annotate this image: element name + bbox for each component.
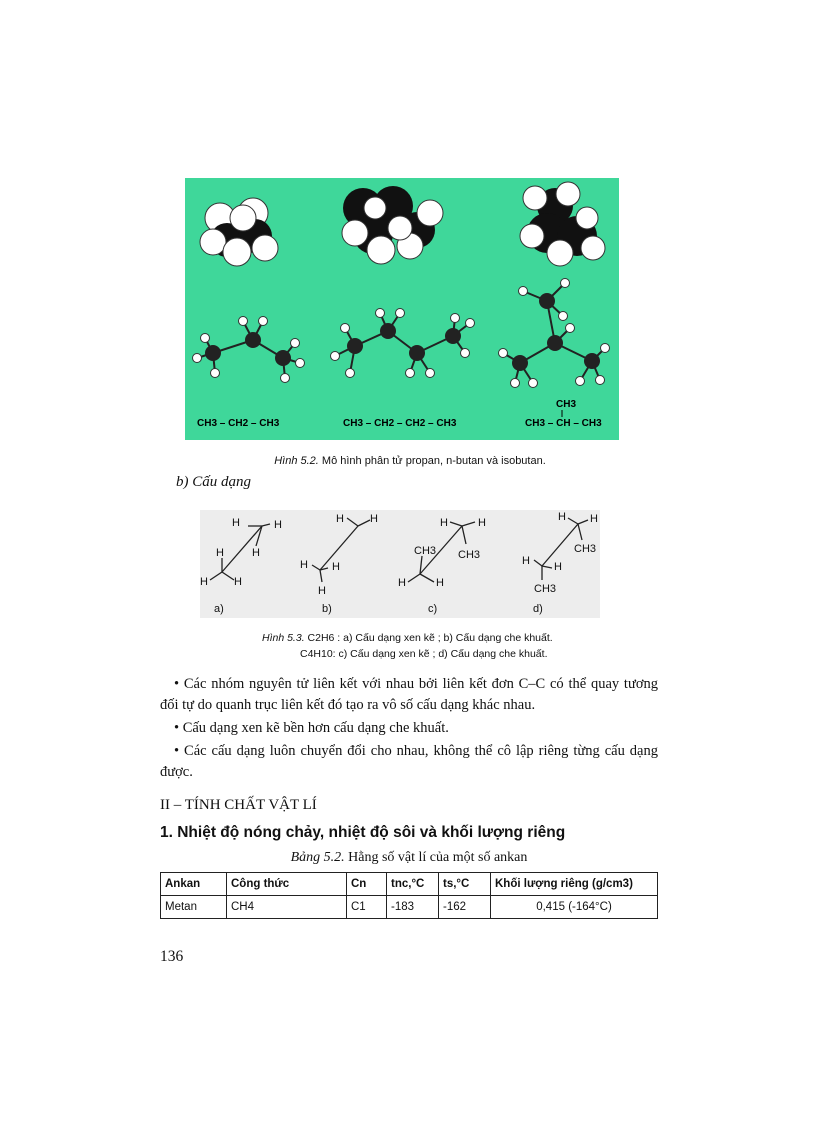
propane-formula: CH3 – CH2 – CH3	[197, 418, 280, 429]
atom-label: H	[478, 517, 486, 529]
atom-label: H	[590, 513, 598, 525]
isobutane-branch: CH3	[556, 399, 577, 410]
isobutane-space-model	[520, 182, 605, 266]
atom-label: H	[558, 511, 566, 523]
section-title: II – TÍNH CHẤT VẬT LÍ	[160, 797, 317, 813]
atom-label: H	[234, 576, 242, 588]
atom-label: H	[216, 547, 224, 559]
figure-5-3-line2: C4H10: c) Cấu dạng xen kẽ ; d) Cấu dạng che khuất.	[300, 648, 548, 660]
panel-label-a: a)	[214, 603, 224, 615]
atom-label: H	[398, 577, 406, 589]
conformation-figure	[200, 510, 600, 618]
cell-boiling: -162	[439, 896, 491, 919]
header-formula: Công thức	[227, 873, 347, 896]
subheading-conformation: b) Cấu dạng	[176, 474, 251, 490]
methyl-label: CH3	[574, 543, 597, 555]
header-cn: Cn	[347, 873, 387, 896]
molecule-models-svg	[185, 178, 619, 440]
atom-label: H	[522, 555, 530, 567]
cell-name: Metan	[161, 896, 227, 919]
atom-label: H	[318, 585, 326, 597]
panel-label-c: c)	[428, 603, 438, 615]
cell-melting: -183	[387, 896, 439, 919]
atom-label: H	[332, 561, 340, 573]
figure-5-2-caption	[230, 455, 590, 467]
header-melting: tnc,°C	[387, 873, 439, 896]
figure-5-3-caption	[262, 630, 553, 662]
atom-label: H	[300, 559, 308, 571]
table-row	[161, 896, 658, 919]
figure-5-3-label: Hình 5.3.	[262, 632, 305, 644]
bullet-paragraph-2: • Cấu dạng xen kẽ bền hơn cấu dạng che khuất.	[174, 720, 449, 736]
header-boiling: ts,°C	[439, 873, 491, 896]
n-butane-space-model	[342, 186, 443, 264]
atom-label: H	[370, 513, 378, 525]
figure-5-2-label: Hình 5.2.	[274, 455, 319, 467]
cell-density: 0,415 (-164°C)	[491, 896, 658, 919]
header-ankan: Ankan	[161, 873, 227, 896]
molecule-models-figure	[185, 178, 619, 440]
header-density: Khối lượng riêng (g/cm3)	[491, 873, 658, 896]
panel-label-b: b)	[322, 603, 332, 615]
table-header-row	[161, 873, 658, 896]
atom-label: H	[436, 577, 444, 589]
conformation-svg	[200, 510, 600, 618]
table-caption-label: Bảng 5.2.	[290, 850, 345, 865]
atom-label: H	[554, 561, 562, 573]
subsection-heading: 1. Nhiệt độ nóng chảy, nhiệt độ sôi và khối lượng riêng	[160, 824, 566, 841]
figure-5-2-text: Mô hình phân tử propan, n-butan và isobutan.	[321, 455, 546, 467]
n-butane-formula: CH3 – CH2 – CH2 – CH3	[343, 418, 457, 429]
bullet-paragraph-1: • Các nhóm nguyên tử liên kết với nhau bởi liên kết đơn C–C có thể quay tương đối tự do quanh trục liên kết đó tạo ra vô số cấu dạng khác nhau.	[160, 676, 658, 713]
atom-label: H	[252, 547, 260, 559]
bullet-paragraph-3: • Các cấu dạng luôn chuyển đổi cho nhau, không thể cô lập riêng từng cấu dạng được.	[160, 743, 658, 780]
cell-formula: CH4	[227, 896, 347, 919]
figure-5-3-line1: C2H6 : a) Cấu dạng xen kẽ ; b) Cấu dạng che khuất.	[307, 632, 553, 644]
table-caption	[160, 850, 658, 866]
physical-constants-table	[160, 872, 658, 919]
atom-label: H	[200, 576, 208, 588]
panel-label-d: d)	[533, 603, 543, 615]
isobutane-formula: CH3 – CH – CH3	[525, 418, 602, 429]
methyl-label: CH3	[414, 545, 437, 557]
table-caption-text: Hằng số vật lí của một số ankan	[348, 850, 528, 865]
propane-space-model	[200, 198, 278, 266]
propane-atoms	[193, 317, 305, 383]
cell-cn: C1	[347, 896, 387, 919]
atom-label: H	[440, 517, 448, 529]
methyl-label: CH3	[458, 549, 481, 561]
atom-label: H	[274, 519, 282, 531]
page-number: 136	[160, 948, 184, 965]
atom-label: H	[232, 517, 240, 529]
atom-label: H	[336, 513, 344, 525]
methyl-label: CH3	[534, 583, 557, 595]
